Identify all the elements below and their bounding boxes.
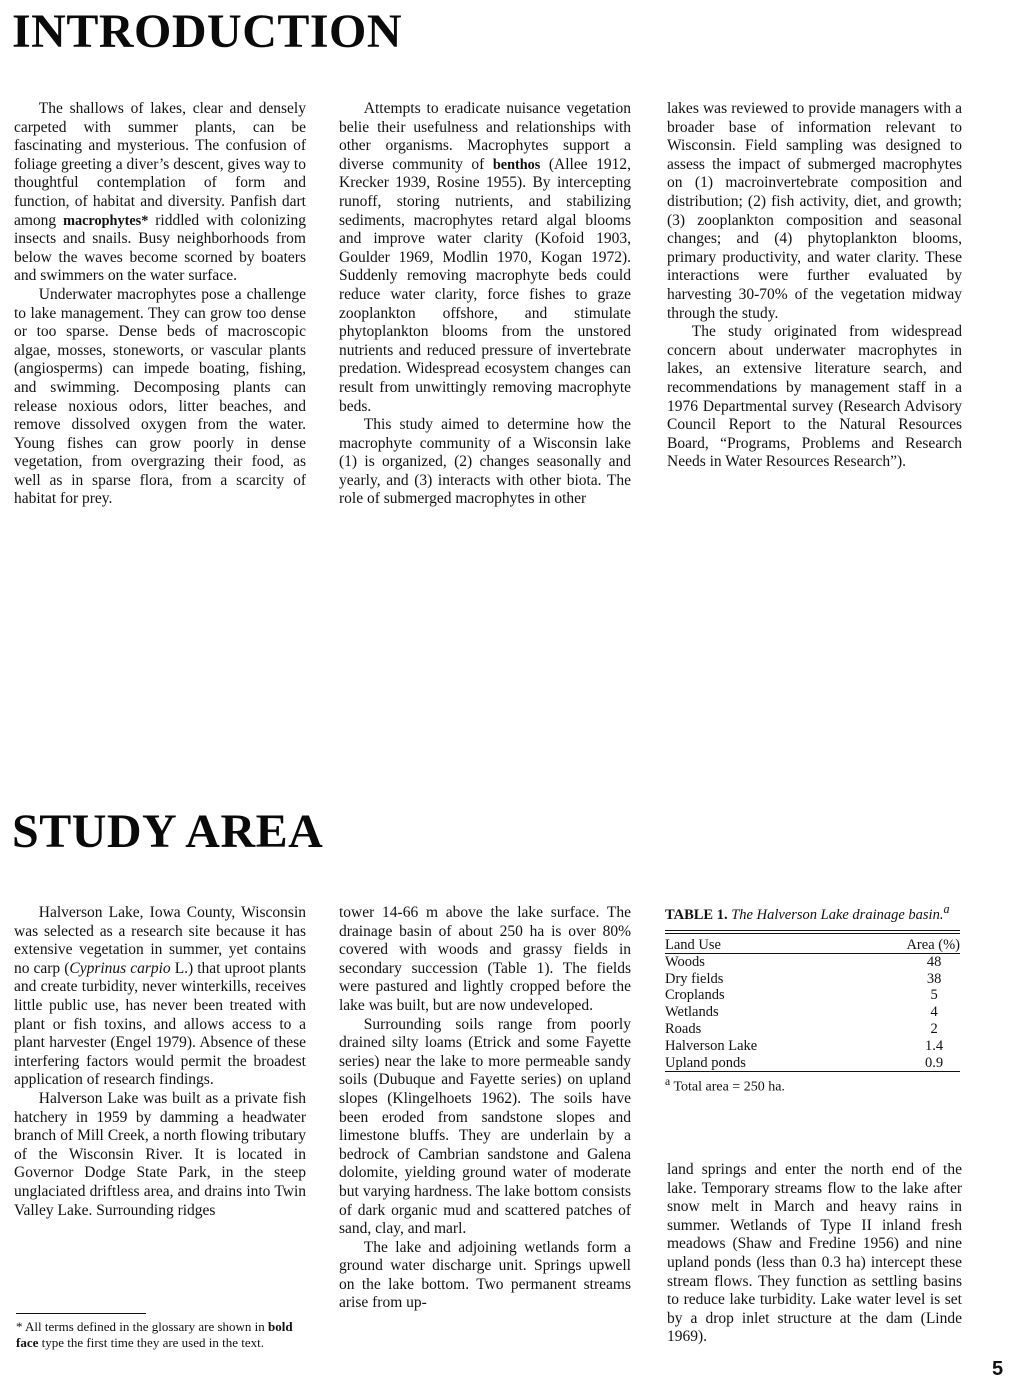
species-name: Cyprinus carpio — [69, 959, 171, 977]
glossary-term: benthos — [492, 156, 541, 173]
paragraph: Attempts to eradicate nuisance vegetation belie their usefulness and relationships with other organisms. Macrophytes support a diverse community of benthos (Allee 1912, Krecker 1939, Rosine 1955). By intercepting runoff, storing nutrients, and stabilizing sediments, macrophytes retard algal blooms and improve water clarity (Kofoid 1903, Goulder 1969, Modlin 1970, Kogan 1972). Suddenly removing macrophyte beds could reduce water clarity, force fishes to graze zooplankton offshore, and stimulate phytoplankton blooms from the unstored nutrients and reduced pressure of invertebrate predation. Widespread ecosystem changes can result from unwittingly removing macrophyte beds. — [339, 100, 631, 415]
glossary-term: macrophytes* — [63, 212, 149, 229]
table-row: Croplands 5 — [665, 987, 938, 1004]
paragraph: Underwater macrophytes pose a challenge to lake management. They can grow too dense or too sparse. Dense beds of macroscopic algae, mosses, stoneworts, or vascular plants (angiosperms) can impede boating, fishing, and swimming. Decomposing plants can release noxious odors, litter beaches, and remove dissolved oxygen from the water. Young fishes can grow poorly in dense vegetation, from overgrazing their food, as well as in sparse flora, from a scarcity of habitat for prey. — [14, 285, 306, 508]
footnote-mark: * — [16, 1319, 23, 1334]
paragraph: The lake and adjoining wetlands form a ground water discharge unit. Springs upwell on the lake bottom. Two permanent streams arise from up- — [339, 1238, 631, 1312]
study-column-3 — [667, 1161, 962, 1347]
section-title-study-area: STUDY AREA — [12, 805, 324, 858]
table-1 — [665, 900, 960, 1096]
table-caption: TABLE 1. The Halverson Lake drainage basin.$^a$ — [665, 902, 950, 923]
table-header-row — [665, 934, 960, 954]
study-column-1 — [14, 904, 306, 1220]
paragraph: This study aimed to determine how the macrophyte community of a Wisconsin lake (1) is organized, (2) changes seasonally and yearly, and (3) interacts with other biota. The role of submerged macrophytes in other — [339, 416, 631, 508]
table-row: Upland ponds 0.9 — [665, 1055, 960, 1072]
table-row: Woods 48 — [665, 953, 942, 970]
column-header-land-use: Land Use — [665, 934, 778, 954]
section-title-introduction: INTRODUCTION — [12, 5, 403, 58]
study-column-2 — [339, 904, 631, 1313]
table-row: Wetlands 4 — [665, 1004, 938, 1021]
intro-column-3 — [667, 100, 962, 472]
paragraph: land springs and enter the north end of the lake. Temporary streams flow to the lake after snow melt in March and heavy rains in summer. Wetlands of Type II inland fresh meadows (Shaw and Fredine 1956) and nine upland ponds (less than 0.3 ha) intercept these stream flows. They function as settling basins to reduce lake turbidity. Lake water level is set by a drop inlet structure at the dam (Linde 1969). — [667, 1161, 962, 1346]
table-footnote: $^a$ Total area = 250 ha. — [665, 1075, 785, 1096]
paragraph: Halverson Lake, Iowa County, Wisconsin was selected as a research site because it has extensive vegetation in summer, yet contains no carp (Cyprinus carpio L.) that uproot plants and create turbidity, never winterkills, receives little public use, has never been treated with plant or fish toxins, and allows access to a plant harvester (Engel 1979). Absence of these interfering factors would permit the broadest application of research findings. — [14, 904, 306, 1089]
paragraph: Surrounding soils range from poorly drained silty loams (Etrick and some Fayette series) near the lake to more permeable sandy soils (Dubuque and Fayette series) on upland slopes (Klingelhoets 1962). The soils have been eroded from sandstone slopes and limestone bluffs. They are underlain by a bedrock of Cambrian sandstone and Galena dolomite, yielding ground water of moderate but varying hardness. The lake bottom consists of dark organic mud and scattered patches of sand, clay, and marl. — [339, 1015, 631, 1238]
land-use-table — [665, 934, 960, 1073]
table-row: Halverson Lake 1.4 — [665, 1037, 944, 1054]
footnote: * All terms defined in the glossary are shown in bold face type the first time they are used in the text. — [16, 1319, 293, 1350]
column-header-area: Area (%) — [778, 934, 960, 954]
paragraph: The shallows of lakes, clear and densely carpeted with summer plants, can be fascinating and mysterious. The confusion of foliage greeting a diver’s descent, gives way to thoughtful contemplation of form and function, of habitat and diversity. Panfish dart among macrophytes* riddled with colonizing insects and snails. Busy neighborhoods from below the waves become scorned by boaters and swimmers on the water surface. — [14, 100, 306, 285]
page-number: 5 — [992, 1358, 1004, 1380]
table-row: Roads 2 — [665, 1021, 938, 1038]
paragraph: The study originated from widespread concern about underwater macrophytes in lakes, an extensive literature search, and recommendations by management staff in a 1976 Departmental survey (Research Advisory Council Report to the Natural Resources Board, “Programs, Problems and Research Needs in Water Resources Research”). — [667, 323, 962, 471]
footnote-rule — [16, 1313, 146, 1314]
intro-column-2 — [339, 100, 631, 509]
intro-column-1 — [14, 100, 306, 509]
paragraph: lakes was reviewed to provide managers with a broader base of information relevant to Wisconsin. Field sampling was designed to assess the impact of submerged macrophytes on (1) macroinvertebrate composition and distribution; (2) fish activity, diet, and growth; (3) zooplankton composition and seasonal changes; and (4) phytoplankton blooms, primary productivity, and water clarity. These interactions were further evaluated by harvesting 30-70% of the vegetation midway through the study. — [667, 100, 962, 322]
paragraph: Halverson Lake was built as a private fish hatchery in 1959 by damming a headwater branch of Mill Creek, a north flowing tributary of the Wisconsin River. It is located in Governor Dodge State Park, in the steep unglaciated driftless area, and drains into Twin Valley Lake. Surrounding ridges — [14, 1089, 306, 1219]
table-row: Dry fields 38 — [665, 970, 942, 987]
paragraph: tower 14-66 m above the lake surface. The drainage basin of about 250 ha is over 80% covered with woods and grassy fields in secondary succession (Table 1). The fields were pastured and lightly cropped before the lake was built, but are now undeveloped. — [339, 904, 631, 1014]
